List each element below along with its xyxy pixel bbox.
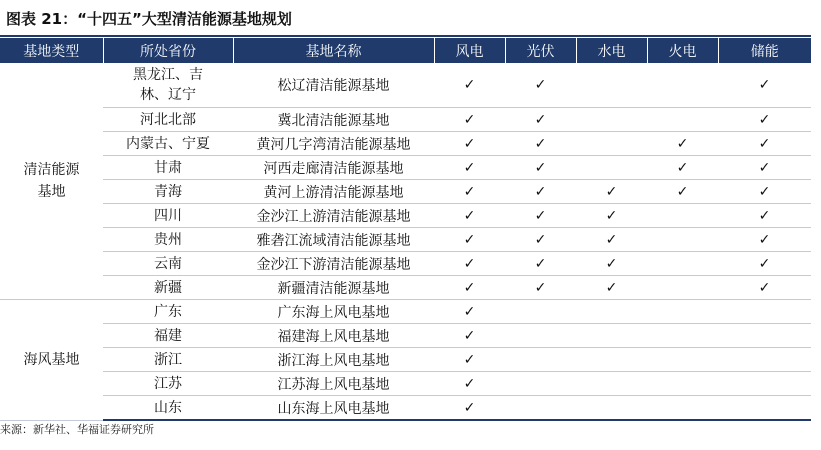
solar-cell [505, 228, 576, 252]
header-base-name: 基地名称 [233, 38, 434, 63]
check-icon: ✓ [605, 207, 618, 224]
base-name-cell: 雅砻江流域清洁能源基地 [233, 228, 434, 252]
province-cell: 江苏 [103, 372, 233, 396]
base-name-cell: 金沙江上游清洁能源基地 [233, 204, 434, 228]
storage-cell [718, 228, 811, 252]
table-row [0, 228, 811, 252]
wind-cell [434, 228, 505, 252]
check-icon: ✓ [534, 255, 547, 272]
hydro-cell [576, 324, 647, 348]
base-name-cell: 广东海上风电基地 [233, 300, 434, 324]
province-cell: 内蒙古、宁夏 [103, 132, 233, 156]
check-icon: ✓ [605, 231, 618, 248]
hydro-cell [576, 276, 647, 300]
thermal-cell [647, 276, 718, 300]
header-province: 所处省份 [103, 38, 233, 63]
base-name-cell: 松辽清洁能源基地 [233, 63, 434, 108]
storage-cell [718, 300, 811, 324]
base-name-cell: 金沙江下游清洁能源基地 [233, 252, 434, 276]
table-row [0, 108, 811, 132]
hydro-cell [576, 180, 647, 204]
check-icon: ✓ [534, 183, 547, 200]
check-icon: ✓ [463, 351, 476, 368]
base-name-cell: 黄河几字湾清洁能源基地 [233, 132, 434, 156]
base-name-cell: 冀北清洁能源基地 [233, 108, 434, 132]
solar-cell [505, 108, 576, 132]
storage-cell [718, 63, 811, 108]
thermal-cell [647, 396, 718, 421]
base-name-cell: 江苏海上风电基地 [233, 372, 434, 396]
check-icon: ✓ [534, 159, 547, 176]
thermal-cell [647, 324, 718, 348]
wind-cell [434, 372, 505, 396]
wind-cell [434, 180, 505, 204]
check-icon: ✓ [534, 111, 547, 128]
check-icon: ✓ [605, 255, 618, 272]
thermal-cell [647, 300, 718, 324]
table-row [0, 372, 811, 396]
wind-cell [434, 132, 505, 156]
hydro-cell [576, 348, 647, 372]
solar-cell [505, 156, 576, 180]
wind-cell [434, 300, 505, 324]
table-row [0, 180, 811, 204]
wind-cell [434, 156, 505, 180]
figure-title: 图表 21：“十四五”大型清洁能源基地规划 [6, 10, 292, 28]
check-icon: ✓ [463, 255, 476, 272]
check-icon: ✓ [463, 207, 476, 224]
thermal-cell [647, 132, 718, 156]
table-row [0, 276, 811, 300]
check-icon: ✓ [758, 231, 771, 248]
solar-cell [505, 132, 576, 156]
check-icon: ✓ [758, 279, 771, 296]
storage-cell [718, 180, 811, 204]
check-icon: ✓ [758, 183, 771, 200]
solar-cell [505, 396, 576, 421]
solar-cell [505, 252, 576, 276]
province-cell: 山东 [103, 396, 233, 421]
header-thermal: 火电 [647, 38, 718, 63]
province-cell: 浙江 [103, 348, 233, 372]
province-cell: 广东 [103, 300, 233, 324]
energy-base-table [0, 38, 811, 421]
storage-cell [718, 132, 811, 156]
wind-cell [434, 252, 505, 276]
check-icon: ✓ [534, 279, 547, 296]
table-row [0, 204, 811, 228]
table-row [0, 324, 811, 348]
check-icon: ✓ [676, 183, 689, 200]
hydro-cell [576, 228, 647, 252]
wind-cell [434, 324, 505, 348]
hydro-cell [576, 396, 647, 421]
check-icon: ✓ [463, 183, 476, 200]
base-name-cell: 福建海上风电基地 [233, 324, 434, 348]
province-cell: 贵州 [103, 228, 233, 252]
hydro-cell [576, 372, 647, 396]
storage-cell [718, 156, 811, 180]
wind-cell [434, 276, 505, 300]
province-cell: 福建 [103, 324, 233, 348]
hydro-cell [576, 204, 647, 228]
check-icon: ✓ [758, 77, 771, 93]
province-cell: 甘肃 [103, 156, 233, 180]
thermal-cell [647, 228, 718, 252]
check-icon: ✓ [534, 231, 547, 248]
check-icon: ✓ [463, 399, 476, 416]
table-row [0, 156, 811, 180]
check-icon: ✓ [758, 159, 771, 176]
solar-cell [505, 324, 576, 348]
base-name-cell: 山东海上风电基地 [233, 396, 434, 421]
check-icon: ✓ [758, 207, 771, 224]
base-name-cell: 黄河上游清洁能源基地 [233, 180, 434, 204]
thermal-cell [647, 180, 718, 204]
solar-cell [505, 204, 576, 228]
check-icon: ✓ [605, 183, 618, 200]
storage-cell [718, 204, 811, 228]
thermal-cell [647, 63, 718, 108]
table-row [0, 396, 811, 421]
header-wind: 风电 [434, 38, 505, 63]
province-cell: 新疆 [103, 276, 233, 300]
table-row [0, 132, 811, 156]
hydro-cell [576, 156, 647, 180]
header-base-type: 基地类型 [0, 38, 103, 63]
check-icon: ✓ [534, 135, 547, 152]
check-icon: ✓ [463, 77, 476, 93]
province-cell: 黑龙江、吉林、辽宁 [103, 63, 233, 108]
storage-cell [718, 348, 811, 372]
check-icon: ✓ [758, 135, 771, 152]
check-icon: ✓ [676, 135, 689, 152]
base-type-cell: 海风基地 [0, 300, 103, 421]
solar-cell [505, 372, 576, 396]
base-name-cell: 新疆清洁能源基地 [233, 276, 434, 300]
header-row [0, 38, 811, 63]
check-icon: ✓ [463, 303, 476, 320]
wind-cell [434, 204, 505, 228]
storage-cell [718, 372, 811, 396]
table-row [0, 348, 811, 372]
thermal-cell [647, 348, 718, 372]
wind-cell [434, 108, 505, 132]
check-icon: ✓ [676, 159, 689, 176]
hydro-cell [576, 63, 647, 108]
solar-cell [505, 276, 576, 300]
check-icon: ✓ [463, 135, 476, 152]
storage-cell [718, 252, 811, 276]
check-icon: ✓ [534, 77, 547, 93]
check-icon: ✓ [463, 279, 476, 296]
thermal-cell [647, 108, 718, 132]
title-rule [0, 35, 811, 37]
province-cell: 四川 [103, 204, 233, 228]
province-cell: 云南 [103, 252, 233, 276]
check-icon: ✓ [605, 279, 618, 296]
hydro-cell [576, 108, 647, 132]
table-row [0, 63, 811, 108]
source-note: 来源：新华社、华福证券研究所 [0, 423, 154, 436]
storage-cell [718, 276, 811, 300]
base-name-cell: 河西走廊清洁能源基地 [233, 156, 434, 180]
thermal-cell [647, 252, 718, 276]
check-icon: ✓ [758, 111, 771, 128]
check-icon: ✓ [463, 159, 476, 176]
header-storage: 储能 [718, 38, 811, 63]
province-cell: 青海 [103, 180, 233, 204]
wind-cell [434, 63, 505, 108]
wind-cell [434, 348, 505, 372]
solar-cell [505, 348, 576, 372]
check-icon: ✓ [463, 111, 476, 128]
storage-cell [718, 324, 811, 348]
province-cell: 河北北部 [103, 108, 233, 132]
check-icon: ✓ [463, 327, 476, 344]
thermal-cell [647, 372, 718, 396]
check-icon: ✓ [463, 375, 476, 392]
header-hydro: 水电 [576, 38, 647, 63]
wind-cell [434, 396, 505, 421]
header-solar: 光伏 [505, 38, 576, 63]
hydro-cell [576, 252, 647, 276]
base-name-cell: 浙江海上风电基地 [233, 348, 434, 372]
table-row [0, 300, 811, 324]
check-icon: ✓ [758, 255, 771, 272]
check-icon: ✓ [534, 207, 547, 224]
base-type-cell: 清洁能源基地 [0, 63, 103, 300]
solar-cell [505, 180, 576, 204]
hydro-cell [576, 132, 647, 156]
storage-cell [718, 396, 811, 421]
table-row [0, 252, 811, 276]
thermal-cell [647, 156, 718, 180]
solar-cell [505, 300, 576, 324]
solar-cell [505, 63, 576, 108]
storage-cell [718, 108, 811, 132]
thermal-cell [647, 204, 718, 228]
check-icon: ✓ [463, 231, 476, 248]
hydro-cell [576, 300, 647, 324]
